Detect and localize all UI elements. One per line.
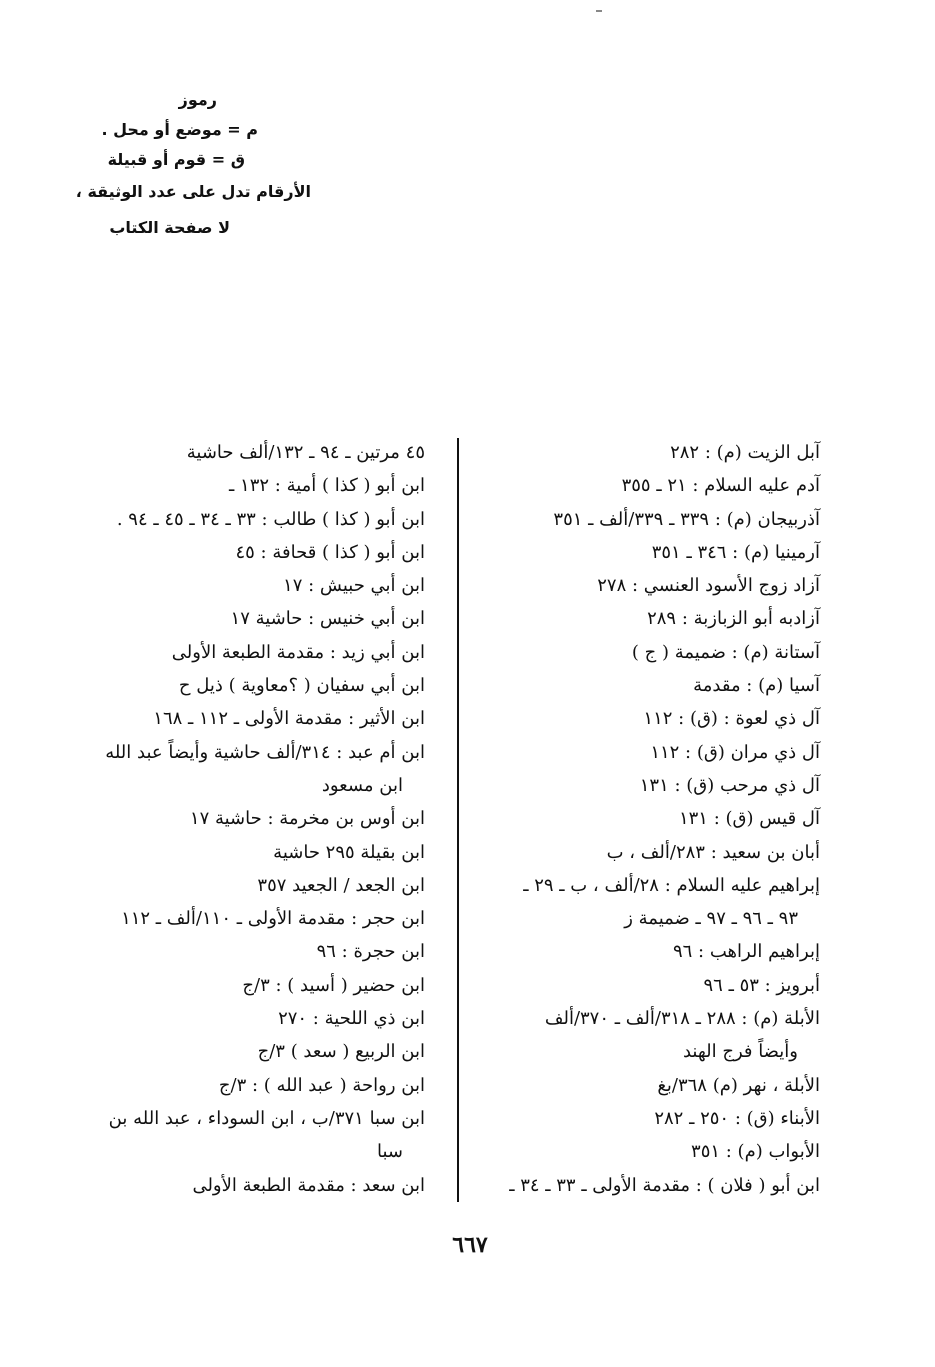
index-column-right xyxy=(480,436,820,1202)
index-entry: ابن أم عبد : ٣١٤/ألف حاشية وأيضاً عبد الله xyxy=(105,741,425,763)
column-divider xyxy=(457,438,459,1202)
index-entry: ابن أبو ( كذا ) أمية : ١٣٢ ـ xyxy=(229,475,425,497)
index-entry: ابن أوس بن مخرمة : حاشية ١٧ xyxy=(189,808,425,830)
scan-mark xyxy=(596,10,602,12)
legend-line-numbers: الأرقام تدل على عدد الوثيقة ، xyxy=(75,182,311,201)
index-entry: آزاد زوج الأسود العنسي : ٢٧٨ xyxy=(597,575,820,597)
index-entry: أبان بن سعيد : ٢٨٣/ألف ، ب xyxy=(606,841,820,863)
legend-line-place: م = موضع أو محل . xyxy=(101,120,258,139)
index-entry: ٤٥ مرتين ـ ٩٤ ـ ١٣٢/ألف حاشية xyxy=(186,442,425,463)
index-entry: إبراهيم عليه السلام : ٢٨/ألف ، ب ـ ٢٩ ـ xyxy=(523,874,820,896)
index-entry: آدم عليه السلام : ٢١ ـ ٣٥٥ xyxy=(621,475,820,497)
index-entry-continuation: سبا xyxy=(377,1141,403,1163)
legend-title: رموز xyxy=(178,90,217,109)
index-entry: آسيا (م) : مقدمة xyxy=(693,675,820,697)
index-entry: ابن الأثير : مقدمة الأولى ـ ١١٢ ـ ١٦٨ xyxy=(153,708,425,730)
index-entry: ابن رواحة ( عبد الله ) : ٣/ج xyxy=(218,1074,425,1096)
index-entry: ابن أبي خنيس : حاشية ١٧ xyxy=(230,608,425,630)
page-number: ٦٦٧ xyxy=(452,1232,488,1258)
index-entry: آذربيجان (م) : ٣٣٩ ـ ٣٣٩/ألف ـ ٣٥١ xyxy=(553,508,820,530)
index-entry: ابن حجرة : ٩٦ xyxy=(316,941,425,963)
index-entry: آستانة (م) : ضميمة ( ج ) xyxy=(631,641,820,663)
index-entry-continuation: وأيضاً فرج الهند xyxy=(682,1041,798,1063)
index-entry: ابن أبي سفيان ( ؟معاوية ) ذيل ح xyxy=(178,675,425,697)
index-entry: آل قيس (ق) : ١٣١ xyxy=(678,808,820,830)
index-entry-continuation: ٩٣ ـ ٩٦ ـ ٩٧ ـ ضميمة ز xyxy=(624,908,798,930)
index-column-left xyxy=(90,436,425,1202)
index-entry: ابن أبو ( كذا ) قحافة : ٤٥ xyxy=(235,541,425,563)
index-entry: ابن أبي زيد : مقدمة الطبعة الأولى xyxy=(171,641,425,663)
index-entry: ابن حضير ( أسيد ) : ٣/ج xyxy=(242,974,425,996)
index-entry: آل ذي مران (ق) : ١١٢ xyxy=(650,741,820,763)
index-entry: ابن بقيلة ٢٩٥ حاشية xyxy=(273,841,425,863)
index-entry: ابن ذي اللحية : ٢٧٠ xyxy=(278,1008,425,1030)
index-entry: الأبناء (ق) : ٢٥٠ ـ ٢٨٢ xyxy=(654,1107,820,1129)
index-entry: ابن سعد : مقدمة الطبعة الأولى xyxy=(192,1174,425,1196)
index-entry: ابن أبو ( كذا ) طالب : ٣٣ ـ ٣٤ ـ ٤٥ ـ ٩٤ . xyxy=(116,508,425,530)
index-entry: إبراهيم الراهب : ٩٦ xyxy=(672,941,820,963)
index-entry: الأبلة (م) : ٢٨٨ ـ ٣١٨/ألف ـ ٣٧٠/ألف xyxy=(544,1008,820,1030)
index-entry: ابن حجر : مقدمة الأولى ـ ١١٠/ألف ـ ١١٢ xyxy=(121,908,425,930)
index-entry: الأبواب (م) : ٣٥١ xyxy=(691,1141,820,1163)
index-entry-continuation: ابن مسعود xyxy=(321,774,403,796)
index-entry: آل ذي لعوة : (ق) : ١١٢ xyxy=(643,708,820,730)
index-entry: ابن أبي حبيش : ١٧ xyxy=(283,575,425,597)
legend-line-tribe: ق = قوم أو قبيلة xyxy=(107,150,245,169)
index-entry: ابن الربيع ( سعد ) ٣/ج xyxy=(257,1041,425,1063)
legend-line-not-page: لا صفحة الكتاب xyxy=(109,218,230,237)
index-entry: أبرويز : ٥٣ ـ ٩٦ xyxy=(703,974,820,996)
index-entry: آزادبه أبو الزبازبة : ٢٨٩ xyxy=(647,608,820,630)
index-entry: الأبلة ، نهر (م) ٣٦٨/بغ xyxy=(657,1074,820,1096)
index-entry: ابن سبا ٣٧١/ب ، ابن السوداء ، عبد الله بن xyxy=(108,1107,425,1129)
index-entry: آبل الزيت (م) : ٢٨٢ xyxy=(670,442,820,463)
index-entry: ابن أبو ( فلان ) : مقدمة الأولى ـ ٣٣ ـ ٣٤ ـ xyxy=(509,1174,820,1196)
index-entry: آل ذي مرحب (ق) : ١٣١ xyxy=(639,774,820,796)
index-entry: آرمينيا (م) : ٣٤٦ ـ ٣٥١ xyxy=(651,541,820,563)
index-entry: ابن الجعد / الجعيد ٣٥٧ xyxy=(257,874,425,896)
